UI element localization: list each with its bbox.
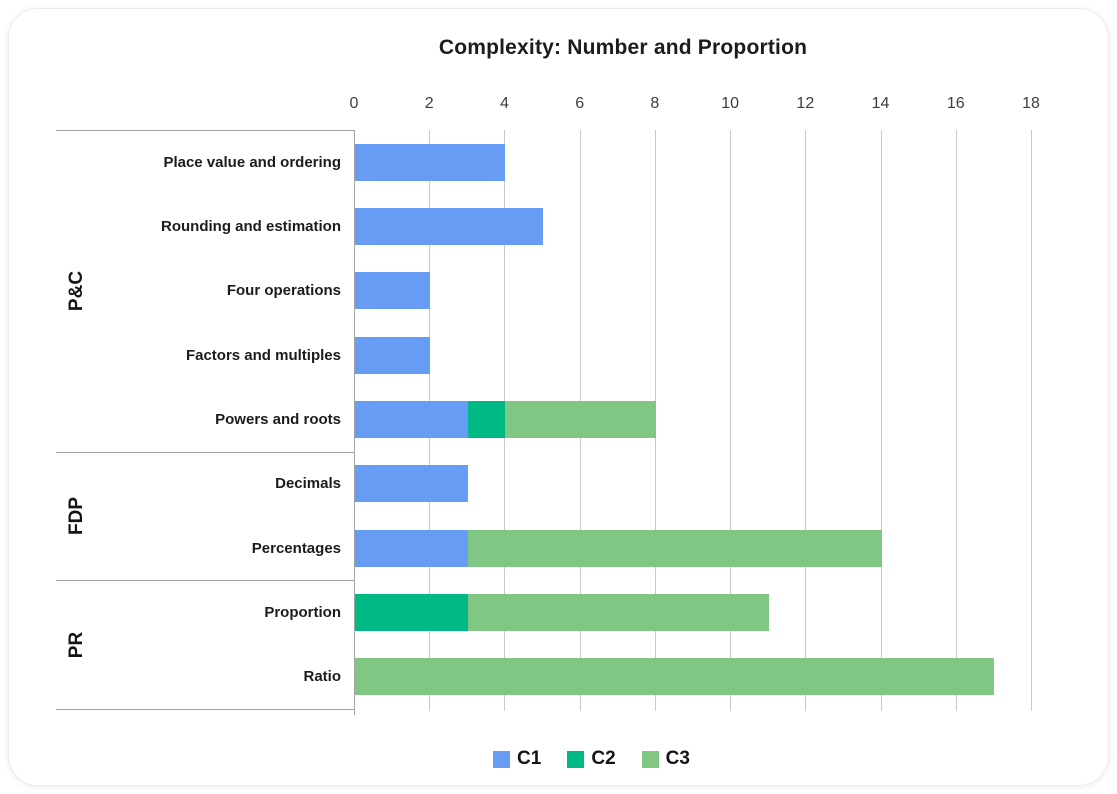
legend-label-c2: C2 (591, 748, 616, 769)
x-tick-label: 14 (871, 95, 890, 112)
legend-swatch-c1 (493, 751, 510, 768)
group-label: P&C (66, 270, 87, 311)
legend-swatch-c2 (567, 751, 584, 768)
category-label: Place value and ordering (163, 153, 341, 171)
category-label: Rounding and estimation (161, 217, 341, 235)
bar-segment-c1[interactable] (355, 337, 430, 374)
chart-title: Complexity: Number and Proportion (438, 36, 808, 59)
gridline (881, 130, 882, 711)
bar-segment-c3[interactable] (468, 594, 769, 631)
gridline (956, 130, 957, 711)
category-label: Ratio (303, 668, 341, 686)
x-tick-label: 18 (1022, 95, 1040, 112)
category-label: Percentages (251, 539, 341, 557)
bar-segment-c1[interactable] (355, 530, 468, 567)
bar-segment-c3[interactable] (468, 530, 882, 567)
x-tick-label: 10 (721, 95, 739, 112)
category-label: Proportion (264, 603, 341, 621)
chart-card (8, 8, 1109, 786)
group-label: FDP (66, 497, 87, 535)
x-tick-label: 8 (650, 95, 660, 112)
legend-item-c3 (642, 748, 690, 770)
x-tick-label: 0 (349, 95, 359, 112)
bar-segment-c1[interactable] (355, 272, 430, 309)
bar-segment-c3[interactable] (505, 401, 655, 438)
bar-segment-c3[interactable] (355, 658, 994, 695)
legend-label-c1: C1 (517, 748, 542, 769)
x-tick-label: 2 (424, 95, 434, 112)
x-tick-label: 16 (946, 95, 965, 112)
gridline (1031, 130, 1032, 711)
group-label: PR (66, 631, 87, 658)
group-separator (56, 452, 354, 453)
bar-segment-c2[interactable] (468, 401, 506, 438)
legend-item-c1 (493, 748, 541, 770)
x-tick-label: 12 (796, 95, 815, 112)
group-separator (56, 580, 354, 581)
group-separator (56, 709, 354, 710)
legend-item-c2 (567, 748, 615, 770)
gridline (805, 130, 806, 711)
bar-segment-c1[interactable] (355, 465, 468, 502)
bar-segment-c1[interactable] (355, 144, 505, 181)
bar-segment-c1[interactable] (355, 401, 468, 438)
x-tick-label: 4 (499, 95, 509, 112)
category-label: Four operations (226, 282, 341, 300)
legend-label-c3: C3 (665, 748, 690, 769)
category-label: Powers and roots (215, 410, 341, 428)
bar-segment-c2[interactable] (355, 594, 468, 631)
category-label: Factors and multiples (185, 346, 341, 364)
bar-segment-c1[interactable] (355, 208, 543, 245)
legend (75, 748, 1108, 770)
group-separator (56, 130, 354, 131)
category-label: Decimals (275, 475, 341, 493)
legend-swatch-c3 (642, 751, 659, 768)
x-tick-label: 6 (575, 95, 585, 112)
